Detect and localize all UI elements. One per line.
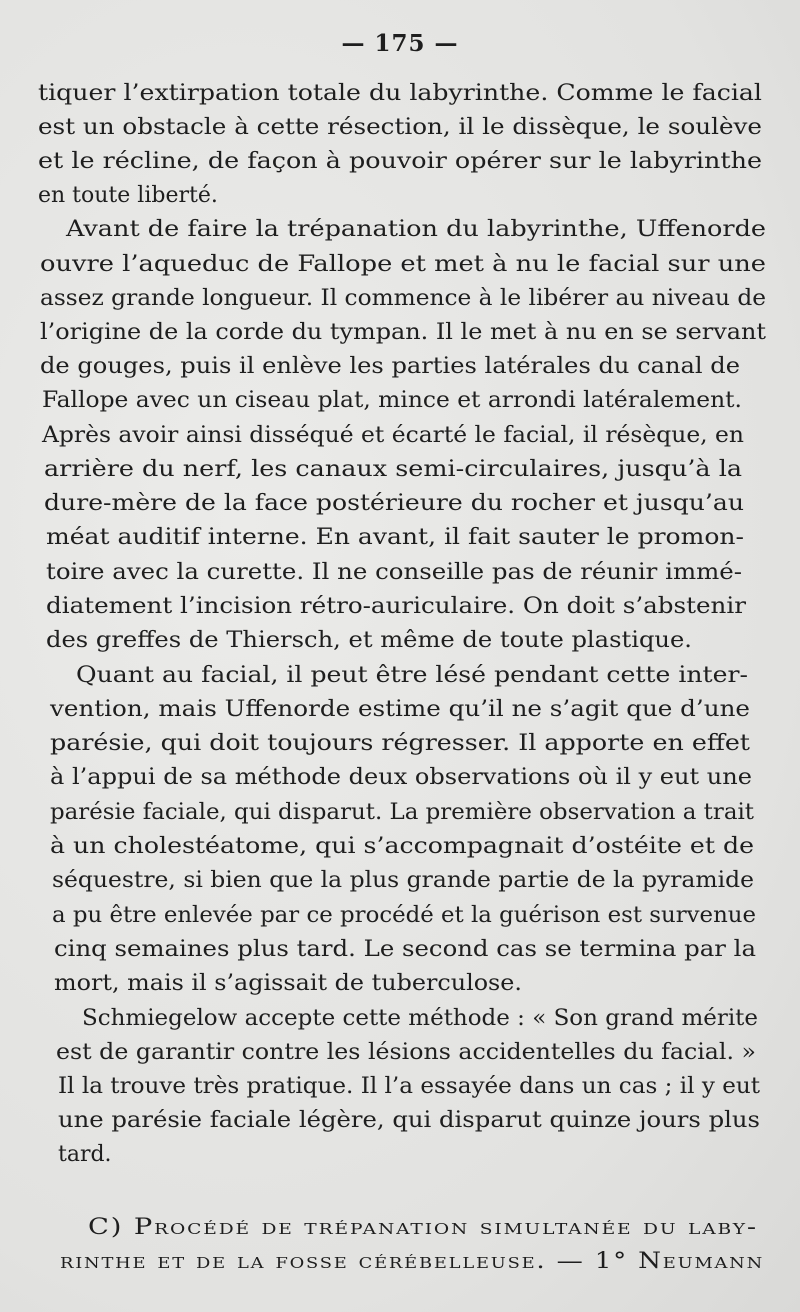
text-line: a pu être enlevée par ce procédé et la guérison est survenue	[52, 903, 756, 928]
text-line: ouvre l’aqueduc de Fallope et met à nu le facial sur une	[40, 252, 766, 277]
text-line: à l’appui de sa méthode deux observations où il y eut une	[50, 765, 753, 790]
section-heading: C) Procédé de trépanation simultanée du laby-	[88, 1215, 758, 1240]
text-line: cinq semaines plus tard. Le second cas se termina par la	[54, 937, 756, 962]
text-line: Après avoir ainsi disséqué et écarté le facial, il résèque, en	[42, 423, 744, 448]
text-line: dure-mère de la face postérieure du rocher et jusqu’au	[44, 491, 744, 516]
text-line: vention, mais Uffenorde estime qu’il ne s’agit que d’une	[50, 697, 750, 722]
text-line: tard.	[58, 1142, 112, 1167]
text-line: est un obstacle à cette résection, il le dissèque, le soulève	[38, 115, 762, 140]
text-line: Quant au facial, il peut être lésé pendant cette inter-	[76, 663, 749, 688]
text-line: des greffes de Thiersch, et même de toute plastique.	[46, 628, 692, 653]
text-line: Il la trouve très pratique. Il l’a essayée dans un cas ; il y eut	[58, 1074, 760, 1099]
text-line: assez grande longueur. Il commence à le libérer au niveau de	[40, 286, 766, 311]
text-line: de gouges, puis il enlève les parties latérales du canal de	[40, 354, 740, 379]
text-line: séquestre, si bien que la plus grande partie de la pyramide	[52, 868, 754, 893]
text-line: une parésie faciale légère, qui disparut quinze jours plus	[58, 1108, 760, 1133]
text-line: toire avec la curette. Il ne conseille pas de réunir immé-	[46, 560, 742, 585]
section-heading: rinthe et de la fosse cérébelleuse. — 1° Neumann	[60, 1249, 764, 1274]
text-line: est de garantir contre les lésions accidentelles du facial. »	[56, 1040, 756, 1065]
text-line: en toute liberté.	[38, 183, 218, 208]
text-line: parésie, qui doit toujours régresser. Il apporte en effet	[50, 731, 750, 756]
text-line: parésie faciale, qui disparut. La première observation a trait	[50, 800, 754, 825]
text-line: Fallope avec un ciseau plat, mince et arrondi latéralement.	[42, 388, 742, 413]
text-line: tiquer l’extirpation totale du labyrinthe. Comme le facial	[38, 81, 762, 106]
text-line: à un cholestéatome, qui s’accompagnait d’ostéite et de	[50, 834, 754, 859]
page-number: — 175 —	[341, 30, 459, 57]
text-line: diatement l’incision rétro-auriculaire. On doit s’abstenir	[46, 594, 746, 619]
text-line: Schmiegelow accepte cette méthode : « Son grand mérite	[82, 1006, 759, 1031]
text-line: et le récline, de façon à pouvoir opérer sur le labyrinthe	[38, 149, 762, 174]
text-line: Avant de faire la trépanation du labyrinthe, Uffenorde	[66, 217, 766, 242]
text-line: arrière du nerf, les canaux semi-circulaires, jusqu’à la	[44, 457, 742, 482]
text-line: méat auditif interne. En avant, il fait sauter le promon-	[46, 525, 744, 550]
text-line: l’origine de la corde du tympan. Il le met à nu en se servant	[40, 320, 766, 345]
text-line: mort, mais il s’agissait de tuberculose.	[54, 971, 522, 996]
